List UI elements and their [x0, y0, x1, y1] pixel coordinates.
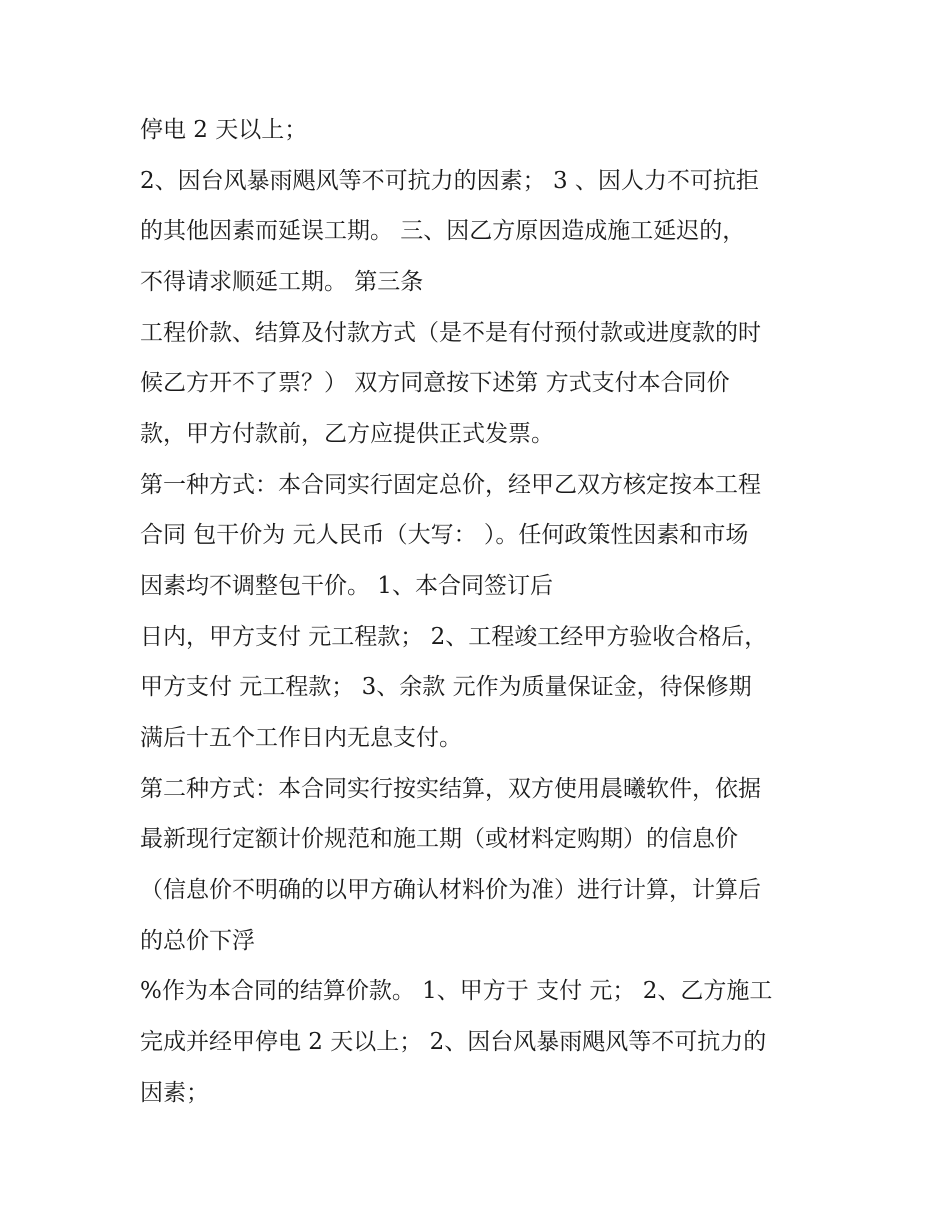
text-line: 停电 2 天以上；: [140, 117, 308, 143]
text-line: 因素均不调整包干价。 1、本合同签订后: [140, 573, 553, 599]
text-line: 第一种方式：本合同实行固定总价，经甲乙双方核定按本工程: [140, 472, 761, 498]
text-line: 日内，甲方支付 元工程款； 2、工程竣工经甲方验收合格后，: [140, 624, 768, 650]
text-line: 完成并经甲停电 2 天以上； 2、因台风暴雨飓风等不可抗力的: [140, 1029, 767, 1055]
text-line: 的总价下浮: [140, 928, 255, 954]
text-line: 第二种方式：本合同实行按实结算，双方使用晨曦软件，依据: [140, 776, 761, 802]
text-line: 满后十五个工作日内无息支付。: [140, 725, 462, 751]
text-line: 款，甲方付款前，乙方应提供正式发票。: [140, 421, 554, 447]
text-line: 因素；: [140, 1080, 209, 1106]
text-line: 工程价款、结算及付款方式（是不是有付预付款或进度款的时: [140, 320, 761, 346]
text-line: 不得请求顺延工期。 第三条: [140, 269, 424, 295]
text-line: 2、因台风暴雨飓风等不可抗力的因素； 3 、因人力不可抗拒: [140, 168, 759, 194]
text-line: %作为本合同的结算价款。 1、甲方于 支付 元； 2、乙方施工: [140, 978, 773, 1004]
text-line: 最新现行定额计价规范和施工期（或材料定购期）的信息价: [140, 826, 738, 852]
text-line: 候乙方开不了票？） 双方同意按下述第 方式支付本合同价: [140, 370, 730, 396]
text-line: （信息价不明确的以甲方确认材料价为准）进行计算，计算后: [140, 877, 761, 903]
text-line: 合同 包干价为 元人民币（大写： ）。任何政策性因素和市场: [140, 522, 749, 548]
text-line: 的其他因素而延误工期。 三、因乙方原因造成施工延迟的，: [140, 218, 746, 244]
text-line: 甲方支付 元工程款； 3、余款 元作为质量保证金，待保修期: [140, 674, 752, 700]
